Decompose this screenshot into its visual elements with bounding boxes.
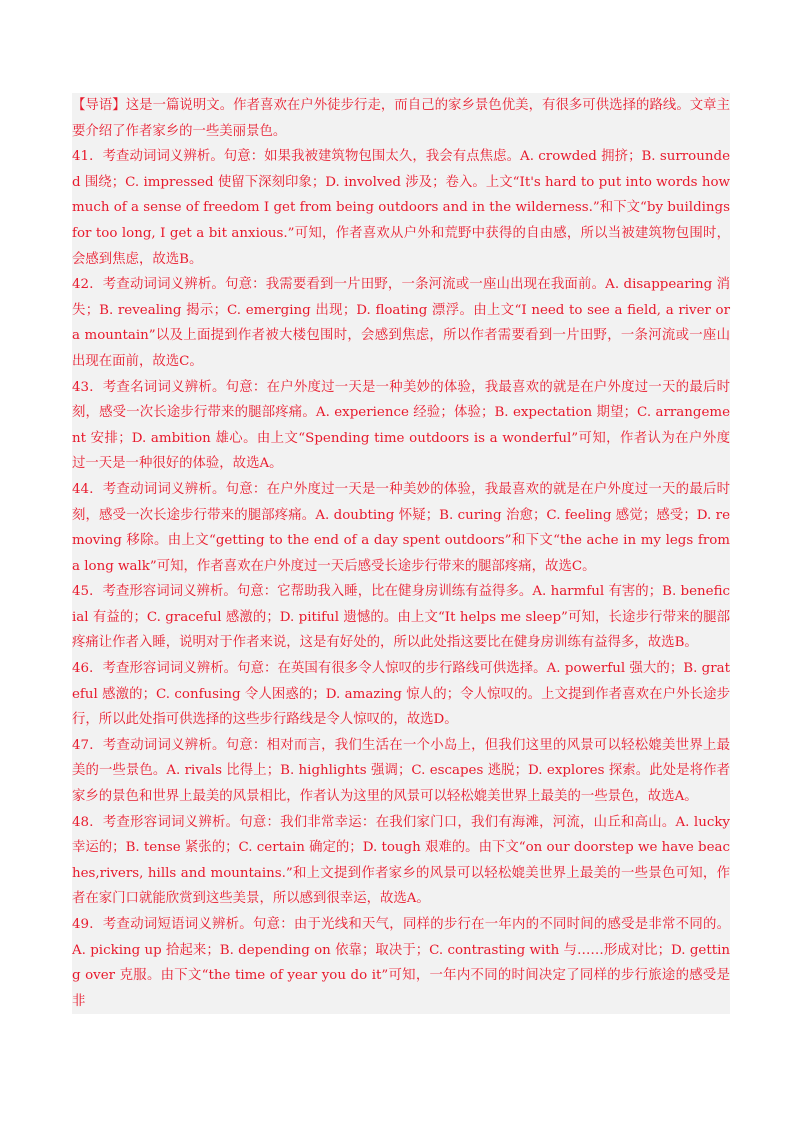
answer-explanations	[72, 93, 730, 1014]
explanation-item: 41．考查动词词义辨析。句意：如果我被建筑物包围太久，我会有点焦虑。A. crowded 拥挤；B. surrounded 围绕；C. impressed 使留下深刻印象；D. involved 涉及；卷入。上文“It's hard to put into words how much of a sense of freedom I get from being outdoors and in the wilderness.”和下文“by buildings for too long, I get a bit anxious.”可知，作者喜欢从户外和荒野中获得的自由感，所以当被建筑物包围时，会感到焦虑，故选B。	[72, 149, 730, 267]
explanation-item: 47．考查动词词义辨析。句意：相对而言，我们生活在一个小岛上，但我们这里的风景可以轻松媲美世界上最美的一些景色。A. rivals 比得上；B. highlights 强调；C. escapes 逃脱；D. explores 探索。此处是将作者家乡的景色和世界上最美的风景相比，作者认为这里的风景可以轻松媲美世界上最美的一些景色，故选A。	[72, 737, 730, 805]
explanation-item: 48．考查形容词词义辨析。句意：我们非常幸运：在我们家门口，我们有海滩，河流，山丘和高山。A. lucky 幸运的；B. tense 紧张的；C. certain 确定的；D. tough 艰难的。由下文“on our doorstep we have beaches,rivers, hills and mountains.”和上文提到作者家乡的风景可以轻松媲美世界上最美的一些景色可知，作者在家门口就能欣赏到这些美景，所以感到很幸运，故选A。	[72, 814, 730, 907]
intro-paragraph: 【导语】这是一篇说明文。作者喜欢在户外徒步行走，而自己的家乡景色优美，有很多可供选择的路线。文章主要介绍了作者家乡的一些美丽景色。	[72, 98, 730, 139]
explanation-item: 42．考查动词词义辨析。句意：我需要看到一片田野，一条河流或一座山出现在我面前。A. disappearing 消失；B. revealing 揭示；C. emerging 出现；D. floating 漂浮。由上文“I need to see a field, a river or a mountain”以及上面提到作者被大楼包围时，会感到焦虑，所以作者需要看到一片田野，一条河流或一座山出现在面前，故选C。	[72, 277, 730, 369]
explanation-item: 49．考查动词短语词义辨析。句意：由于光线和天气，同样的步行在一年内的不同时间的感受是非常不同的。A. picking up 拾起来；B. depending on 依靠；取决于；C. contrasting with 与……形成对比；D. getting over 克服。由下文“the time of year you do it”可知，一年内不同的时间决定了同样的步行旅途的感受是非	[72, 917, 730, 1009]
explanation-item: 46．考查形容词词义辨析。句意：在英国有很多令人惊叹的步行路线可供选择。A. powerful 强大的；B. grateful 感激的；C. confusing 令人困惑的；D. amazing 惊人的；令人惊叹的。上文提到作者喜欢在户外长途步行，所以此处指可供选择的这些步行路线是令人惊叹的，故选D。	[72, 661, 730, 728]
explanation-item: 44．考查动词词义辨析。句意：在户外度过一天是一种美妙的体验，我最喜欢的就是在户外度过一天的最后时刻，感受一次长途步行带来的腿部疼痛。A. doubting 怀疑；B. curing 治愈；C. feeling 感觉；感受；D. removing 移除。由上文“getting to the end of a day spent outdoors”和下文“the ache in my legs from a long walk”可知，作者喜欢在户外度过一天后感受长途步行带来的腿部疼痛，故选C。	[72, 481, 730, 574]
explanation-item: 45．考查形容词词义辨析。句意：它帮助我入睡，比在健身房训练有益得多。A. harmful 有害的；B. beneficial 有益的；C. graceful 感激的；D. pitiful 遗憾的。由上文“It helps me sleep”可知，长途步行带来的腿部疼痛让作者入睡，说明对于作者来说，这是有好处的，所以此处指这要比在健身房训练有益得多，故选B。	[72, 584, 730, 651]
explanation-item: 43．考查名词词义辨析。句意：在户外度过一天是一种美妙的体验，我最喜欢的就是在户外度过一天的最后时刻，感受一次长途步行带来的腿部疼痛。A. experience 经验；体验；B. expectation 期望；C. arrangement 安排；D. ambition 雄心。由上文“Spending time outdoors is a wonderful”可知，作者认为在户外度过一天是一种很好的体验，故选A。	[72, 379, 730, 472]
